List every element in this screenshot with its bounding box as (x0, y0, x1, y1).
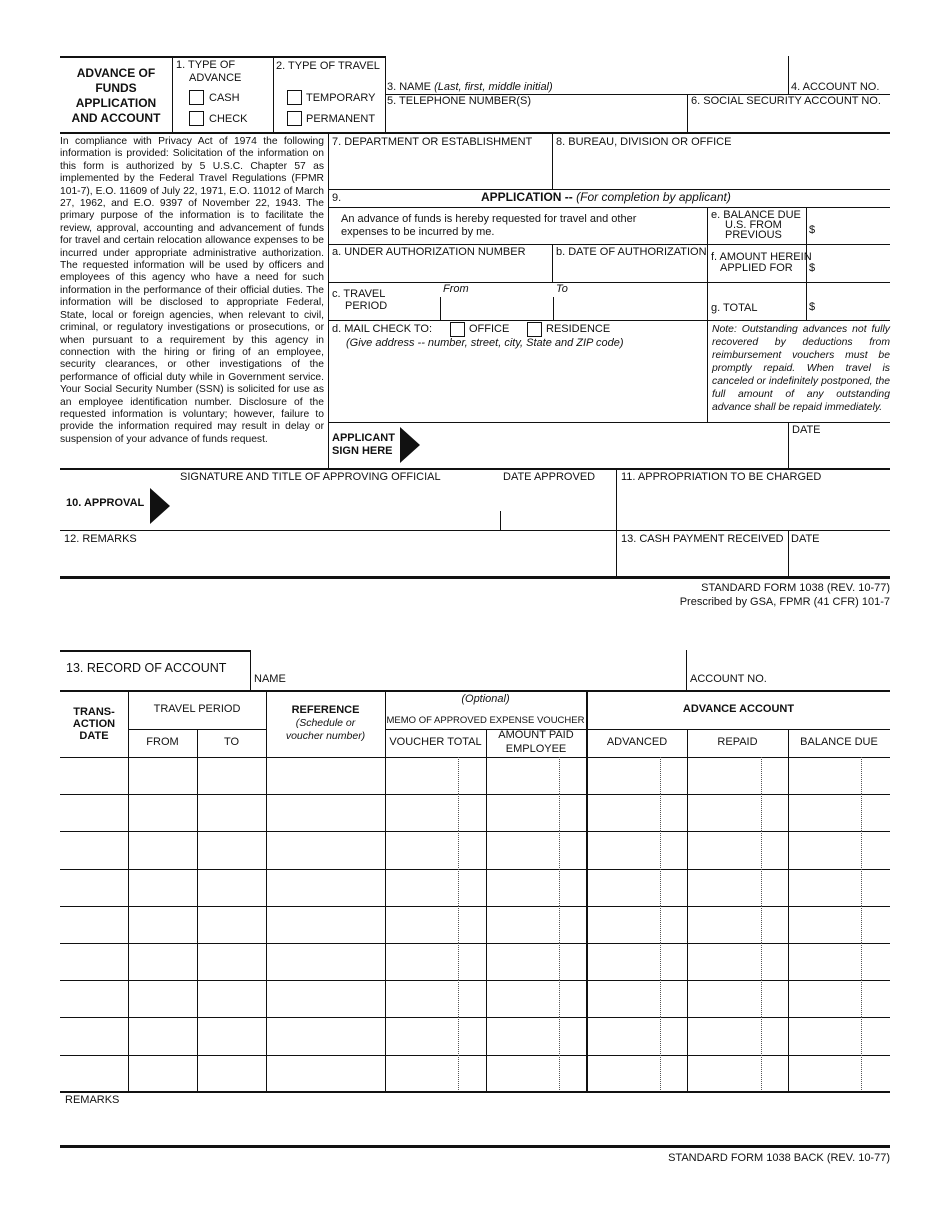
prescribed-by: Prescribed by GSA, FPMR (41 CFR) 101-7 (679, 596, 890, 608)
auth-date-label: b. DATE OF AUTHORIZATION (556, 246, 707, 258)
cents-divider (660, 980, 661, 1017)
table-cell[interactable] (129, 907, 196, 942)
table-cell[interactable] (198, 1056, 265, 1091)
cents-divider (559, 1055, 560, 1092)
table-cell[interactable] (61, 795, 127, 830)
cents-divider (861, 794, 862, 831)
table-cell[interactable] (61, 1056, 127, 1091)
account-no-label: 4. ACCOUNT NO. (791, 81, 880, 93)
application-title-text: APPLICATION -- (481, 190, 573, 204)
table-cell[interactable] (688, 758, 787, 793)
cash-payment-date-field[interactable] (789, 546, 889, 575)
table-cell[interactable] (267, 944, 384, 979)
table-cell[interactable] (61, 944, 127, 979)
table-cell[interactable] (267, 1056, 384, 1091)
table-cell[interactable] (129, 870, 196, 905)
office-checkbox[interactable] (450, 322, 465, 337)
cents-divider (861, 906, 862, 943)
table-cell[interactable] (789, 907, 889, 942)
bureau-label: 8. BUREAU, DIVISION OR OFFICE (556, 136, 732, 148)
record-of-account-title: 13. RECORD OF ACCOUNT (66, 661, 227, 675)
cents-divider (559, 1017, 560, 1054)
form-title-2: FUNDS (95, 81, 137, 95)
trans-date-header-1: TRANS- (73, 706, 115, 718)
amount-herein-dollar: $ (809, 262, 816, 274)
cents-divider (861, 1055, 862, 1092)
table-cell[interactable] (688, 1056, 787, 1091)
reference-header: REFERENCE (291, 704, 360, 716)
department-label: 7. DEPARTMENT OR ESTABLISHMENT (332, 136, 533, 148)
cents-divider (761, 794, 762, 831)
appropriation-label: 11. APPROPRIATION TO BE CHARGED (621, 471, 822, 483)
balance-due-label-3: PREVIOUS (725, 229, 782, 241)
cents-divider (861, 831, 862, 868)
repaid-header: REPAID (717, 736, 758, 748)
cents-divider (660, 943, 661, 980)
applicant-date-field[interactable] (789, 436, 889, 467)
table-cell[interactable] (487, 1018, 585, 1053)
table-cell[interactable] (688, 1018, 787, 1053)
cash-payment-field[interactable] (618, 546, 787, 575)
balance-due-label: e. BALANCE DUE (711, 209, 801, 221)
table-cell[interactable] (789, 1018, 889, 1053)
table-cell[interactable] (487, 832, 585, 867)
table-cell[interactable] (386, 981, 485, 1016)
table-cell[interactable] (487, 1056, 585, 1091)
auth-number-label: a. UNDER AUTHORIZATION NUMBER (332, 246, 526, 258)
request-text-1: An advance of funds is hereby requested for travel and other (341, 213, 637, 225)
appropriation-field[interactable] (618, 485, 889, 529)
cents-divider (660, 1017, 661, 1054)
check-checkbox[interactable] (189, 111, 204, 126)
table-cell[interactable] (267, 1018, 384, 1053)
cents-divider (458, 757, 459, 794)
table-cell[interactable] (789, 758, 889, 793)
table-cell[interactable] (588, 758, 686, 793)
table-cell[interactable] (267, 907, 384, 942)
mail-check-label: d. MAIL CHECK TO: (332, 323, 433, 335)
name-field[interactable] (386, 57, 786, 93)
back-remarks-field[interactable] (61, 1107, 889, 1144)
table-cell[interactable] (129, 981, 196, 1016)
type-of-advance-label-2: ADVANCE (189, 72, 242, 84)
arrow-right-icon (150, 488, 170, 524)
table-cell[interactable] (198, 832, 265, 867)
table-cell[interactable] (61, 1018, 127, 1053)
table-cell[interactable] (267, 981, 384, 1016)
table-cell[interactable] (198, 795, 265, 830)
table-cell[interactable] (129, 1018, 196, 1053)
form-title-3: APPLICATION (75, 96, 157, 110)
check-label: CHECK (209, 113, 248, 125)
outstanding-advance-note: Note: Outstanding advances not fully recovered by deductions from reimbursement vouchers must be promptly repaid. When travel is canceled or indefinitely postponed, the full amount of any outstanding advance shall be repaid immediately. (712, 324, 890, 413)
advanced-header: ADVANCED (606, 736, 668, 748)
cents-divider (660, 757, 661, 794)
table-cell[interactable] (267, 832, 384, 867)
cents-divider (458, 794, 459, 831)
application-title (481, 191, 731, 203)
table-cell[interactable] (61, 870, 127, 905)
cents-divider (761, 831, 762, 868)
office-label: OFFICE (469, 323, 510, 335)
table-cell[interactable] (386, 1018, 485, 1053)
cents-divider (660, 794, 661, 831)
type-of-travel-label: 2. TYPE OF TRAVEL (276, 60, 380, 72)
account-no-field[interactable] (789, 57, 889, 93)
arrow-right-icon (400, 427, 420, 463)
table-cell[interactable] (129, 758, 196, 793)
table-cell[interactable] (588, 907, 686, 942)
table-cell[interactable] (588, 870, 686, 905)
table-cell[interactable] (688, 832, 787, 867)
cents-divider (559, 831, 560, 868)
cents-divider (458, 980, 459, 1017)
table-cell[interactable] (198, 907, 265, 942)
table-cell[interactable] (789, 832, 889, 867)
cents-divider (861, 980, 862, 1017)
table-cell[interactable] (386, 907, 485, 942)
residence-checkbox[interactable] (527, 322, 542, 337)
cents-divider (559, 794, 560, 831)
table-cell[interactable] (789, 944, 889, 979)
cents-divider (761, 980, 762, 1017)
travel-to-label: To (556, 283, 568, 295)
date-approved-field[interactable] (502, 485, 615, 529)
table-cell[interactable] (386, 870, 485, 905)
cash-payment-label: 13. CASH PAYMENT RECEIVED (621, 533, 784, 545)
remarks-field[interactable] (61, 546, 615, 575)
table-cell[interactable] (386, 944, 485, 979)
optional-label: (Optional) (461, 693, 510, 705)
table-cell[interactable] (129, 1056, 196, 1091)
travel-to-field[interactable] (554, 297, 706, 319)
telephone-field[interactable] (386, 95, 686, 131)
applicant-sign-label-2: SIGN HERE (332, 445, 393, 457)
trans-date-header-3: DATE (79, 730, 109, 742)
department-field[interactable] (329, 150, 551, 188)
cents-divider (458, 831, 459, 868)
signature-title-label: SIGNATURE AND TITLE OF APPROVING OFFICIAL (180, 471, 441, 483)
request-text-2: expenses to be incurred by me. (341, 226, 495, 238)
temporary-checkbox[interactable] (287, 90, 302, 105)
table-cell[interactable] (129, 832, 196, 867)
table-cell[interactable] (789, 795, 889, 830)
table-cell[interactable] (487, 981, 585, 1016)
cents-divider (761, 1017, 762, 1054)
voucher-total-header: VOUCHER TOTAL (389, 736, 482, 748)
table-cell[interactable] (487, 795, 585, 830)
cents-divider (458, 943, 459, 980)
table-cell[interactable] (198, 870, 265, 905)
cash-payment-date-label: DATE (791, 533, 820, 545)
table-cell[interactable] (487, 870, 585, 905)
cents-divider (761, 943, 762, 980)
residence-label: RESIDENCE (546, 323, 611, 335)
table-cell[interactable] (267, 870, 384, 905)
table-cell[interactable] (198, 981, 265, 1016)
from-header: FROM (146, 736, 179, 748)
cents-divider (861, 869, 862, 906)
table-cell[interactable] (267, 758, 384, 793)
ssn-field[interactable] (688, 95, 888, 131)
balance-due-header: BALANCE DUE (800, 736, 878, 748)
to-header: TO (223, 736, 240, 748)
table-cell[interactable] (386, 795, 485, 830)
trans-date-header-2: ACTION (72, 718, 116, 730)
back-form-id: STANDARD FORM 1038 BACK (REV. 10-77) (668, 1152, 890, 1164)
cents-divider (660, 831, 661, 868)
form-title-1: ADVANCE OF (76, 66, 156, 80)
table-cell[interactable] (386, 832, 485, 867)
cents-divider (861, 757, 862, 794)
cents-divider (761, 869, 762, 906)
application-number: 9. (332, 192, 342, 204)
cents-divider (559, 906, 560, 943)
travel-period-header: TRAVEL PERIOD (153, 703, 241, 715)
back-name-label: NAME (254, 673, 286, 685)
type-of-advance-label: 1. TYPE OF (176, 59, 236, 71)
table-cell[interactable] (61, 832, 127, 867)
cents-divider (660, 1055, 661, 1092)
table-cell[interactable] (61, 907, 127, 942)
table-cell[interactable] (688, 795, 787, 830)
cents-divider (559, 980, 560, 1017)
name-hint: (Last, first, middle initial) (434, 81, 553, 93)
telephone-label: 5. TELEPHONE NUMBER(S) (387, 95, 532, 107)
cents-divider (559, 757, 560, 794)
table-cell[interactable] (688, 907, 787, 942)
table-cell[interactable] (487, 944, 585, 979)
table-cell[interactable] (61, 758, 127, 793)
travel-period-label-2: PERIOD (345, 300, 388, 312)
table-cell[interactable] (61, 981, 127, 1016)
back-account-no-field[interactable] (688, 652, 889, 689)
cents-divider (559, 869, 560, 906)
form-id: STANDARD FORM 1038 (REV. 10-77) (701, 582, 890, 594)
balance-due-label-2: U.S. FROM (725, 219, 782, 231)
auth-number-field[interactable] (329, 258, 551, 281)
approving-official-signature-field[interactable] (175, 485, 497, 529)
ssn-label: 6. SOCIAL SECURITY ACCOUNT NO. (691, 95, 881, 107)
total-label: g. TOTAL (711, 302, 758, 314)
applicant-date-label: DATE (792, 424, 821, 436)
cents-divider (458, 906, 459, 943)
temporary-label: TEMPORARY (306, 92, 376, 104)
table-cell[interactable] (789, 981, 889, 1016)
table-cell[interactable] (487, 907, 585, 942)
name-label-text: 3. NAME (387, 81, 432, 93)
reference-hint-1: (Schedule or (295, 717, 356, 729)
back-name-field[interactable] (252, 652, 684, 689)
amount-herein-label: f. AMOUNT HEREIN (711, 251, 812, 263)
cents-divider (660, 869, 661, 906)
table-cell[interactable] (588, 1056, 686, 1091)
cash-label: CASH (209, 92, 240, 104)
table-cell[interactable] (789, 870, 889, 905)
travel-period-label: c. TRAVEL (332, 288, 386, 300)
amount-paid-header-1: AMOUNT PAID (498, 729, 574, 741)
table-cell[interactable] (789, 1056, 889, 1091)
approval-label: 10. APPROVAL (66, 497, 145, 509)
cents-divider (458, 869, 459, 906)
table-cell[interactable] (588, 981, 686, 1016)
table-cell[interactable] (129, 795, 196, 830)
cents-divider (861, 943, 862, 980)
amount-herein-field[interactable] (818, 246, 889, 281)
balance-due-dollar: $ (809, 224, 816, 236)
memo-header: MEMO OF APPROVED EXPENSE VOUCHER (386, 715, 585, 726)
cents-divider (861, 1017, 862, 1054)
table-cell[interactable] (129, 944, 196, 979)
cash-checkbox[interactable] (189, 90, 204, 105)
cents-divider (559, 943, 560, 980)
table-cell[interactable] (487, 758, 585, 793)
travel-from-label: From (443, 283, 469, 295)
applicant-signature-field[interactable] (424, 423, 787, 467)
table-cell[interactable] (198, 944, 265, 979)
amount-paid-header-2: EMPLOYEE (505, 743, 567, 755)
application-hint: (For completion by applicant) (576, 190, 731, 204)
permanent-checkbox[interactable] (287, 111, 302, 126)
table-cell[interactable] (588, 832, 686, 867)
back-account-no-label: ACCOUNT NO. (690, 673, 767, 685)
advance-account-header: ADVANCE ACCOUNT (682, 703, 795, 715)
back-remarks-label: REMARKS (65, 1094, 120, 1106)
reference-hint-2: voucher number) (285, 730, 366, 742)
cents-divider (761, 757, 762, 794)
table-cell[interactable] (688, 981, 787, 1016)
cents-divider (458, 1055, 459, 1092)
cents-divider (761, 1055, 762, 1092)
permanent-label: PERMANENT (306, 113, 376, 125)
cents-divider (660, 906, 661, 943)
mail-address-hint: (Give address -- number, street, city, State and ZIP code) (346, 337, 624, 349)
table-cell[interactable] (386, 758, 485, 793)
remarks-label: 12. REMARKS (64, 533, 137, 545)
bureau-field[interactable] (553, 150, 889, 188)
table-cell[interactable] (688, 944, 787, 979)
table-cell[interactable] (386, 1056, 485, 1091)
balance-due-field[interactable] (818, 209, 889, 243)
form-title-4: AND ACCOUNT (71, 111, 161, 125)
cents-divider (761, 906, 762, 943)
applicant-sign-label-1: APPLICANT (332, 432, 395, 444)
table-cell[interactable] (198, 758, 265, 793)
auth-date-field[interactable] (553, 258, 706, 281)
cents-divider (458, 1017, 459, 1054)
date-approved-label: DATE APPROVED (503, 471, 596, 483)
table-cell[interactable] (588, 944, 686, 979)
table-cell[interactable] (198, 1018, 265, 1053)
privacy-act-statement: In compliance with Privacy Act of 1974 the following information is provided: Solicitation of the information on this form is authorized by 5 U.S.C. Chapter 57 as implemented by the Federal Travel Regulations (FPMR 101-7), E.O. 11609 of July 22, 1971, E.O. 11012 of March 27, 1962, and E.O. 9397 of November 22, 1943. The primary purpose of the information is to facilitate the review, approval, accounting and advancement of funds for travel and certain relocation allowance expenses to be incurred under appropriate administrative authorization. The requested information will be used by officers and employees of this agency who have a need for such information in the performance of their official duties. The information will be disclosed to appropriate Federal, State, local or foreign agencies, when relevant to civil, criminal, or regulatory investigations or prosecutions, or when pursuant to a requirement by this agency in connection with the hiring or firing of an employee, security clearances, or other investigations of the performance of official duty while in Government service. Your Social Security Number (SSN) is solicited for use as an employee identification number. Disclosure of the requested information is voluntary; however, failure to provide the information required may result in delay or suspension of your advance of funds request. (60, 136, 324, 445)
amount-herein-label-2: APPLIED FOR (720, 262, 793, 274)
mail-address-field[interactable] (329, 352, 706, 421)
table-cell[interactable] (688, 870, 787, 905)
table-cell[interactable] (267, 795, 384, 830)
table-cell[interactable] (588, 1018, 686, 1053)
travel-from-field[interactable] (441, 297, 552, 319)
table-cell[interactable] (588, 795, 686, 830)
total-dollar: $ (809, 301, 816, 313)
total-field[interactable] (818, 284, 889, 319)
